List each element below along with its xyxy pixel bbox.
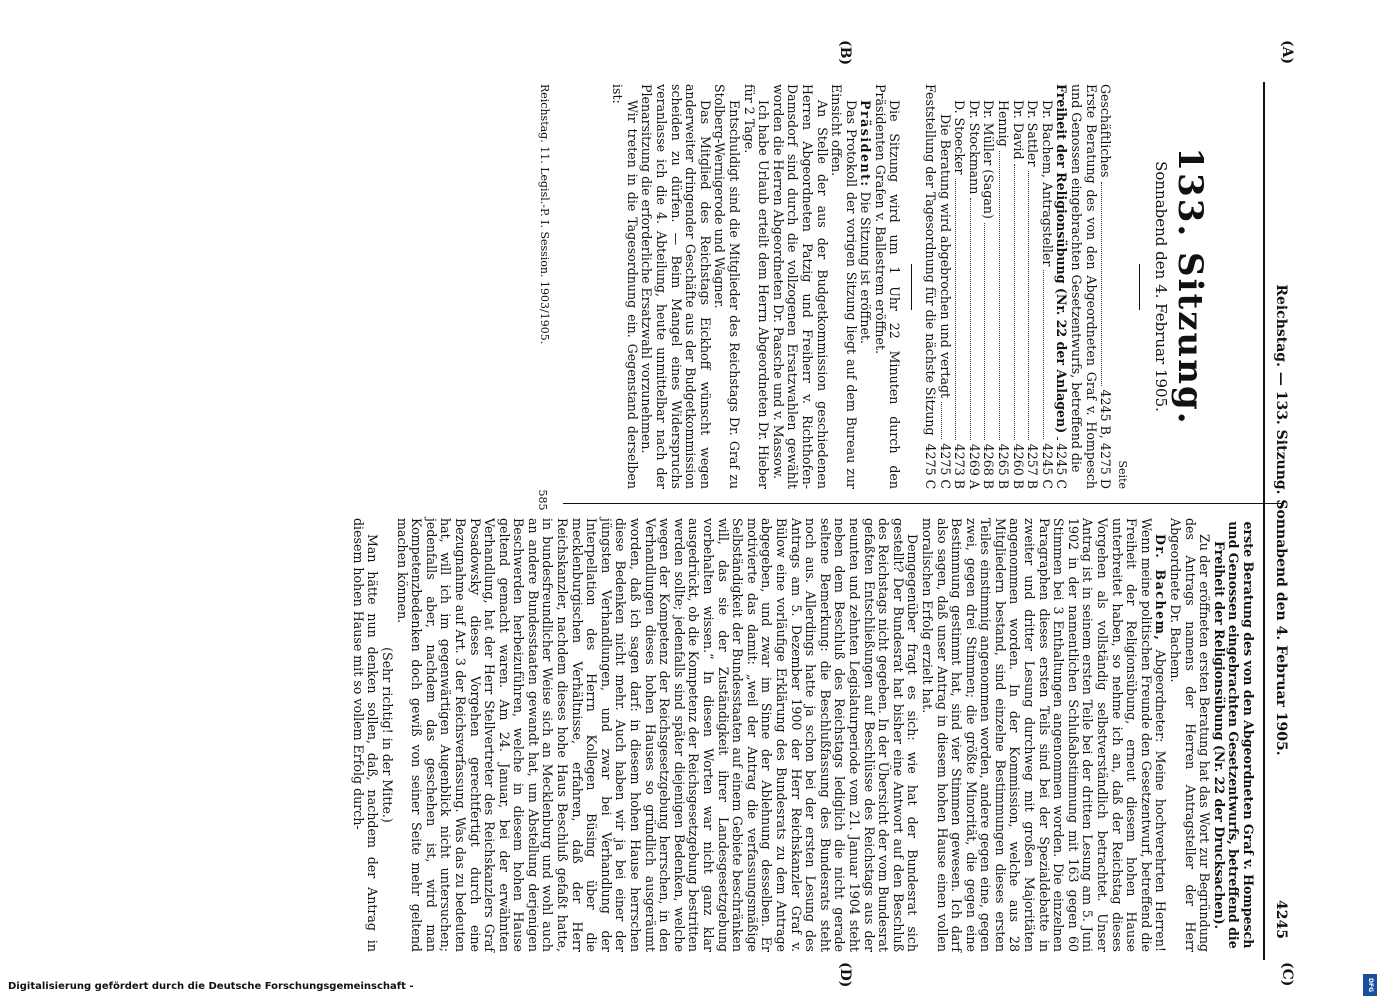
table-of-contents	[923, 84, 1113, 489]
toc-page-ref: 4265 B	[996, 443, 1012, 489]
minutes-paragraph	[829, 84, 858, 489]
minutes-paragraph	[741, 84, 770, 489]
speech-text: Meine hochverehrten Herren! Wenn meine politischen Freunde den Gesetzentwurf, betreffend die Freiheit der Religionsübung, erneut diesem hohen Hause unterbreitet haben, so nehme ich an, daß der Reichstag dieses Vorgehen als vollständig selbstverständlich betrachtet. Unser Antrag ist in seinem ersten Teile bei der dritten Lesung am 5. Juni 1902 in der namentlichen Schlußabstimmung mit 163 gegen 60 Stimmen bei 3 Enthaltungen angenommen worden. Die einzelnen Paragraphen dieses ersten Teils sind bei der Spezialdebatte in zweiter und dritter Lesung durchweg mit großen Majoritäten angenommen worden. In der Kommission, welche aus 28 Mitgliedern bestand, sind einzelne Bestimmungen dieses ersten Teiles einstimmig angenommen worden, andere gegen eine, gegen zwei, gegen drei Stimmen; die größte Minorität, die gegen eine Bestimmung gestimmt hat, sind vier Stimmen gewesen. Ich darf also sagen, daß unser Antrag in diesem hohen Hause einen vollen moralischen Erfolg erzielt hat.	[919, 518, 1169, 952]
toc-dot-leader	[1028, 171, 1029, 440]
speaker-name: Dr. Bachem,	[1153, 534, 1169, 642]
toc-row	[981, 84, 996, 489]
margin-letter-a: (A)	[1279, 40, 1295, 65]
toc-dot-leader	[1014, 164, 1015, 440]
margin-letter-b: (B)	[837, 40, 853, 66]
toc-dot-leader	[1057, 437, 1058, 439]
paragraph-text: An Stelle der aus der Budgetkommission geschiedenen Herren Abgeordneten Patzig und Freiherr v. Richthofen-Damsdorf sind durch die vollzogenen Ersatzwahlen gewählt worden die Herren Abgeordneten Dr. Paasche und v. Massow.	[770, 84, 830, 489]
toc-page-ref: 4273 B	[952, 443, 968, 489]
toc-row	[1010, 84, 1025, 489]
paragraph-text: Ich habe Urlaub erteilt dem Herrn Abgeordneten Dr. Hieber für 2 Tage.	[741, 84, 772, 489]
toc-dot-leader	[999, 151, 1000, 440]
toc-row	[937, 84, 952, 489]
header-rule	[1263, 82, 1265, 960]
toc-row	[923, 84, 938, 489]
paragraph-text: Wir treten in die Tagesordnung ein. Gegenstand derselben ist:	[610, 84, 640, 489]
toc-page-ref: 4245 B, 4275 D	[1098, 389, 1114, 489]
margin-letter-c: (C)	[1279, 962, 1295, 987]
paragraph-text: Das Mitglied des Reichstags Eickhoff wünscht wegen anderweiter dringender Geschäfte aus der Budgetkommission scheiden zu dürfen. — Beim Mangel eines Widerspruchs veranlasse ich die 4. Abteilung, heute unmittelbar nach der Plenarsitzung die erforderliche Ersatzwahl vorzunehmen.	[639, 84, 713, 489]
footer-signature: 585	[536, 489, 549, 511]
toc-row	[952, 84, 967, 489]
agenda-intro: Zu der eröffneten ersten Beratung hat das Wort zur Begründung des Antrags namens der Herren Antragsteller der Herr Abgeordnete Dr. Bachem.	[1168, 518, 1213, 952]
minutes-paragraph	[610, 84, 639, 489]
toc-dot-leader	[984, 223, 985, 440]
toc-page-ref: 4268 B	[981, 443, 997, 489]
toc-row	[1098, 84, 1113, 489]
column-divider	[563, 503, 1283, 504]
minutes-paragraph	[639, 84, 712, 489]
toc-page-ref: 4245 C	[1039, 443, 1055, 489]
short-rule	[1139, 264, 1140, 310]
toc-page-ref: 4275 C	[937, 443, 953, 489]
toc-row	[1068, 84, 1097, 489]
opening-text: Die Sitzung wird um 1 Uhr 22 Minuten durch den Präsidenten Grafen v. Ballestrem eröffnet.	[872, 84, 903, 489]
toc-entry-text: Feststellung der Tagesordnung für die nächste Sitzung	[923, 84, 939, 436]
toc-dot-leader	[1101, 182, 1102, 386]
page-number: 4245	[1273, 900, 1289, 939]
toc-entry-text: Dr. Stockmann	[966, 100, 982, 195]
speech-paragraph	[919, 518, 1167, 952]
speech-paragraph-2: Demgegenüber fragt es sich: wie hat der Bundesrat sich gestellt? Der Bundesrat hat bisher eine Antwort auf den Beschluß des Reichstags nicht gegeben. In der Übersicht der vom Bundesrat gefaßten Entschließungen auf Beschlüsse des Reichstags aus der neunten und zehnten Legislaturperiode vom 21. Januar 1904 steht neben dem Beschluß des Reichstags lediglich die nicht gerade seltene Bemerkung: die Beschlußfassung des Bundesrats steht noch aus. Allerdings hatte ja schon bei der ersten Lesung des Antrags am 5. Dezember 1900 der Herr Reichskanzler Graf v. Bülow eine vorläufige Erklärung des Bundesrats zu dem Antrage abgegeben, und zwar im Sinne der Ablehnung desselben. Er motivierte das damit: „weil der Antrag die verfassungsmäßige Selbständigkeit der Bundesstaaten auf einem Gebiete beschränken will, das sie der Zuständigkeit ihrer Landesgesetzgebung vorbehalten wissen.“ In diesen Worten war nicht ganz klar ausgedrückt, ob die Kompetenz der Reichsgesetzgebung bestritten werden sollte; jedenfalls sind später diejenigen Bedenken, welche wegen der Kompetenz der Reichsgesetzgebung herrschen, in den Verhandlungen dieses hohen Hauses so gründlich ausgeräumt worden, daß ich sagen darf: in diesem hohen Hause herrschen diese Bedenken nicht mehr. Auch haben wir ja bei einer der jüngsten Verhandlungen, und zwar bei Verhandlung der Interpellation des Herrn Kollegen Büsing über die mecklenburgischen Verhältnisse, erfahren, daß der Herr Reichskanzler, nachdem dieses hohe Haus Beschluß gefaßt hatte, in bundesfreundlicher Weise sich an Mecklenburg und wohl auch an andere Bundesstaaten gewandt hat, um Abstellung derjenigen Beschwerden herbeizuführen, welche in diesem hohen Hause geltend gemacht waren. Am 24. Januar, bei der erwähnten Verhandlung, hat der Herr Stellvertreter des Reichskanzlers Graf Posadowsky dieses Vorgehen gerechtfertigt durch eine Bezugnahme auf Art. 3 der Reichsverfassung. Was das zu bedeuten hat, will ich im gegenwärtigen Augenblick nicht untersuchen; jedenfalls aber, nachdem das geschehen ist, wird man Kompetenzbedenken doch gewiß von seiner Seite mehr geltend machen können.	[394, 518, 921, 952]
seite-label: Seite	[1115, 460, 1129, 489]
toc-entry-text: Freiheit der Religionsübung (Nr. 22 der Anlagen)	[1054, 84, 1070, 434]
toc-entry-text: Dr. Müller (Sagan)	[981, 100, 997, 219]
toc-page-ref: 4245 C	[1054, 443, 1070, 489]
minutes-paragraph	[858, 84, 873, 489]
toc-dot-leader	[1043, 270, 1044, 439]
minutes-paragraph	[712, 84, 741, 489]
toc-dot-leader	[941, 402, 942, 439]
toc-row	[1039, 84, 1054, 489]
toc-entry-text: Erste Beratung des von den Abgeordneten Graf v. Hompesch und Genossen eingebrachten Gesetzentwurfs, betreffend die	[1069, 84, 1099, 489]
toc-row	[1025, 84, 1040, 489]
toc-page-ref: 4269 A	[966, 443, 982, 489]
toc-row	[966, 84, 981, 489]
toc-entry-text: Geschäftliches	[1098, 84, 1114, 178]
running-title: Reichstag. — 133. Sitzung. Sonnabend den 4. Februar 1905.	[1273, 284, 1289, 756]
final-paragraph: Man hätte nun denken sollen, daß, nachdem der Antrag in diesem hohen Hause mit so vollem Erfolg durch-	[350, 518, 381, 952]
toc-page-ref: 4260 B	[1010, 443, 1026, 489]
dfg-logo: DFG	[1363, 974, 1377, 996]
toc-entry-text: Die Beratung wird abgebrochen und vertagt	[937, 114, 953, 399]
margin-letter-d: (D)	[837, 962, 853, 988]
paragraph-text: Entschuldigt sind die Mitglieder des Reichstags Dr. Graf zu Stolberg-Wernigerode und Wagner.	[712, 84, 742, 489]
toc-dot-leader	[955, 179, 956, 440]
left-column	[610, 84, 1210, 490]
toc-row	[1054, 84, 1069, 489]
toc-dot-leader	[970, 198, 971, 439]
digitization-credit: Digitalisierung gefördert durch die Deutsche Forschungsgemeinschaft -	[8, 981, 414, 992]
paragraph-text: Die Sitzung ist eröffnet.	[858, 187, 874, 345]
agenda-heading: erste Beratung des von den Abgeordneten Graf v. Hompesch und Genossen eingebrachten Gesetzentwurfs, betreffend die Freiheit der Religionsübung (Nr. 22 der Drucksachen).	[1211, 521, 1256, 949]
toc-entry-text: Dr. Bachem, Antragsteller	[1039, 100, 1055, 267]
toc-page-ref: 4275 C	[923, 443, 939, 490]
toc-page-ref: 4257 B	[1025, 443, 1041, 489]
left-paragraphs	[610, 84, 873, 489]
paragraph-text: Das Protokoll der vorigen Sitzung liegt auf dem Bureau zur Einsicht offen.	[829, 84, 859, 489]
footer-left: Reichstag. 11. Legisl.-P. I. Session. 1903/1905.	[538, 84, 551, 345]
toc-row	[995, 84, 1010, 489]
toc-entry-text: Hennig	[996, 100, 1012, 147]
toc-entry-text: Dr. Sattler	[1025, 100, 1041, 167]
session-title: 133. Sitzung.	[1170, 147, 1210, 426]
short-rule	[912, 264, 913, 310]
minutes-paragraph	[770, 84, 828, 489]
speaker-role: Abgeordneter:	[1153, 641, 1169, 743]
interjection: (Sehr richtig! in der Mitte.)	[379, 647, 395, 823]
speaker-lead: Präsident:	[858, 100, 874, 188]
toc-entry-text: D. Stoecker	[952, 100, 968, 175]
session-date: Sonnabend den 4. Februar 1905.	[1152, 161, 1171, 412]
right-column	[350, 518, 1255, 952]
toc-entry-text: Dr. David	[1010, 100, 1026, 160]
